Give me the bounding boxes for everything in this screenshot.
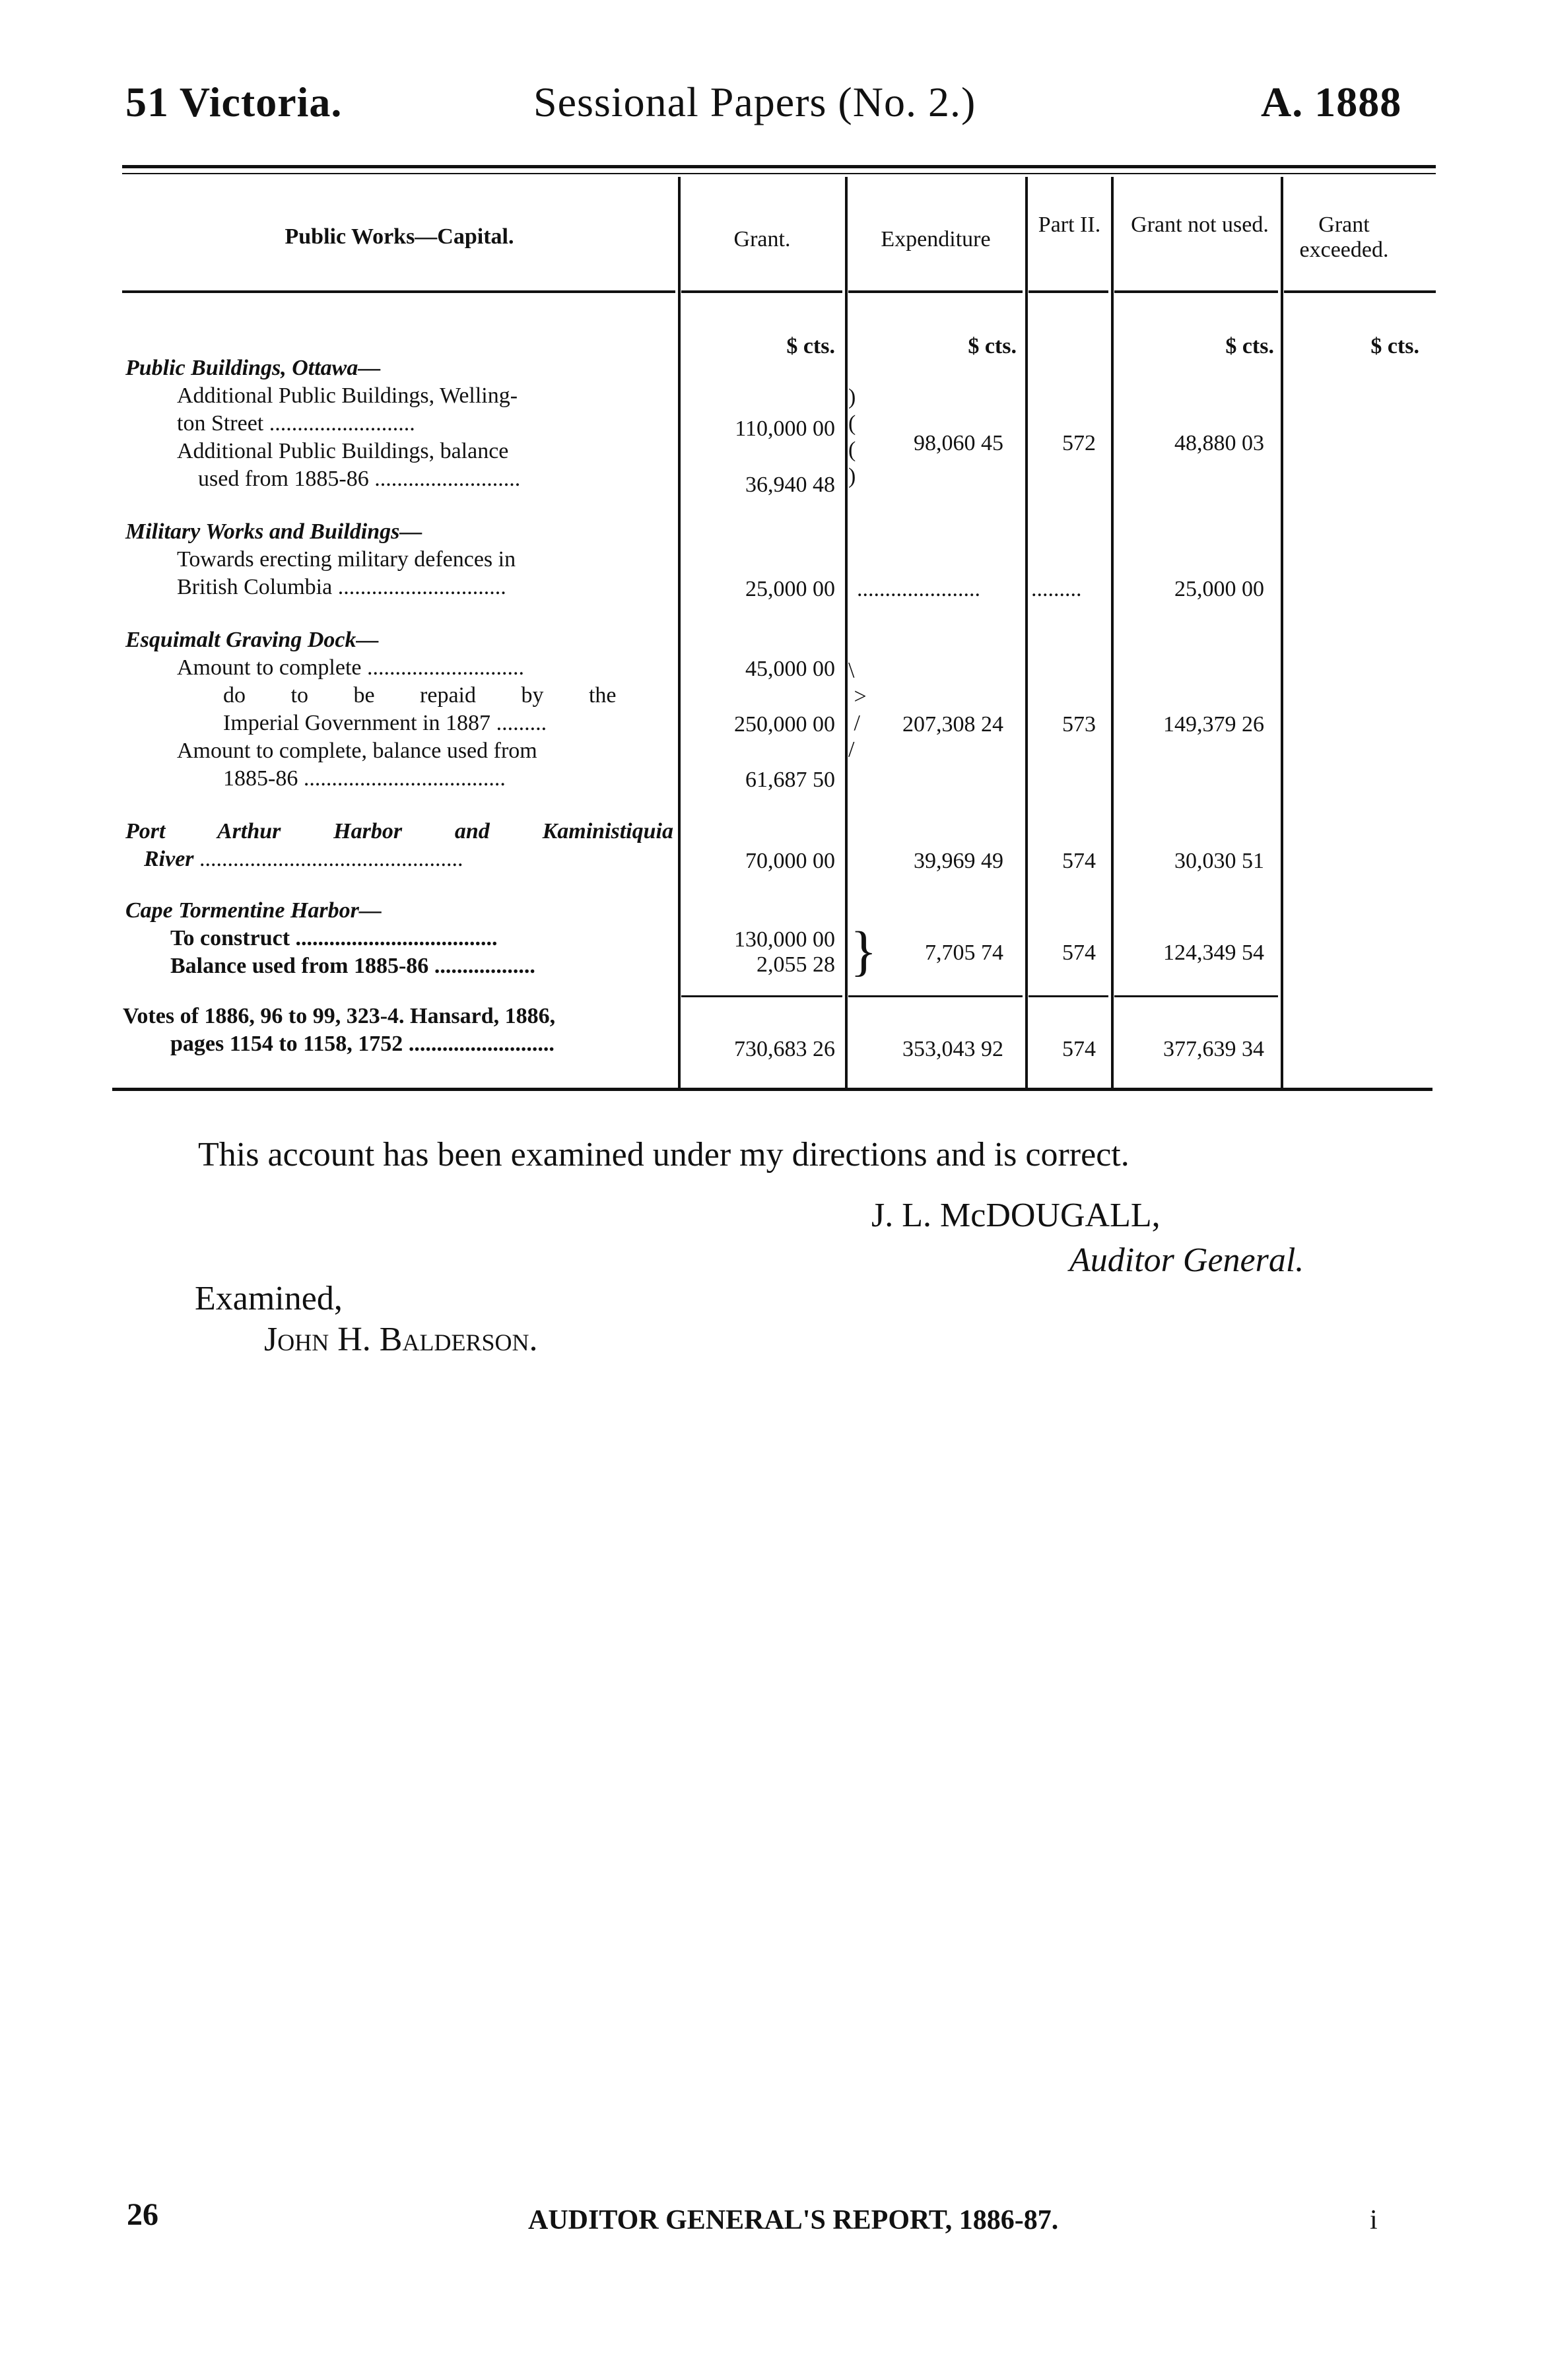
expenditure-value: 98,060 45 [914,431,1003,455]
part-value: 573 [1062,712,1096,737]
subtotal-rule [848,995,1023,997]
not-used-value: 30,030 51 [1174,849,1264,873]
header-rule [1028,290,1108,293]
line-item: ton Street .......................... [177,411,415,436]
certification-statement: This account has been examined under my directions and is correct. [198,1136,1129,1173]
auditor-name: J. L. McDOUGALL, [871,1197,1161,1234]
line-item: used from 1885-86 .......................... [198,467,521,491]
line-item: Amount to complete ............................ [177,655,525,680]
grant-value: 2,055 28 [757,952,835,977]
brace: \ > / / [848,658,867,762]
line-item: Additional Public Buildings, balance [177,439,509,463]
part-blank: ......... [1031,577,1082,601]
col-header-exceeded: Grant exceeded. [1299,213,1389,262]
not-used-value: 48,880 03 [1174,431,1264,455]
grant-value: 36,940 48 [745,473,835,497]
line-item: Balance used from 1885-86 .................. [170,954,535,978]
expenditure-value: 7,705 74 [925,941,1003,965]
col-header-expenditure: Expenditure [881,227,991,251]
brace: ) ( ( ) [848,385,856,488]
expenditure-blank: ...................... [857,577,980,601]
unit-exceeded: $ cts. [1370,334,1419,358]
total-expenditure: 353,043 92 [902,1037,1003,1061]
part-value: 574 [1062,849,1096,873]
unit-not-used: $ cts. [1225,334,1274,358]
examiner-name: John H. Balderson. [264,1321,538,1358]
col-header-not-used: Grant not used. [1131,213,1269,237]
bottom-rule [112,1088,1432,1091]
grant-value: 25,000 00 [745,577,835,601]
examined-label: Examined, [195,1280,343,1317]
report-title: AUDITOR GENERAL'S REPORT, 1886-87. [528,2205,1059,2235]
section-title-port-arthur-cont: River ............................................... [144,847,463,871]
auditor-title: Auditor General. [1069,1241,1304,1279]
line-item: 1885-86 .................................... [223,766,506,791]
unit-grant: $ cts. [786,334,835,358]
top-rule [122,165,1436,168]
part-value: 572 [1062,431,1096,455]
grant-value: 45,000 00 [745,657,835,681]
grant-value: 110,000 00 [735,416,835,441]
total-part: 574 [1062,1037,1096,1061]
grant-value: 250,000 00 [734,712,835,737]
line-item: do to be repaid by the [223,683,617,708]
col-divider-2 [845,177,848,1088]
line-item: Additional Public Buildings, Welling- [177,383,518,408]
col-header-grant: Grant. [733,227,791,251]
unit-expenditure: $ cts. [968,334,1017,358]
top-rule-thin [122,173,1436,174]
col-header-description: Public Works—Capital. [285,224,514,249]
not-used-value: 124,349 54 [1163,941,1264,965]
col-divider-3 [1025,177,1028,1088]
part-value: 574 [1062,941,1096,965]
sessional-papers-label: Sessional Papers (No. 2.) [533,79,976,125]
subtotal-rule [1028,995,1108,997]
grant-value: 70,000 00 [745,849,835,873]
header-rule [681,290,842,293]
page-number: 26 [127,2197,158,2232]
total-votes-line: Votes of 1886, 96 to 99, 323-4. Hansard, 1886, [123,1004,556,1028]
line-item: To construct .................................... [170,926,498,950]
grant-value: 130,000 00 [734,927,835,952]
col-divider-1 [678,177,681,1088]
col-divider-5 [1281,177,1283,1088]
col-divider-4 [1111,177,1114,1088]
subtotal-rule [681,995,842,997]
not-used-value: 149,379 26 [1163,712,1264,737]
expenditure-value: 207,308 24 [902,712,1003,737]
grant-value: 61,687 50 [745,768,835,792]
expenditure-value: 39,969 49 [914,849,1003,873]
total-pages-line: pages 1154 to 1158, 1752 .......................... [170,1032,555,1056]
section-title-cape-tormentine: Cape Tormentine Harbor— [125,898,382,923]
header-rule [1284,290,1436,293]
col-header-part: Part II. [1038,213,1101,237]
line-item: Towards erecting military defences in [177,547,516,572]
header-rule [122,290,675,293]
line-item: Imperial Government in 1887 ......... [223,711,547,735]
brace: } [850,921,877,982]
section-title-military-works: Military Works and Buildings— [125,519,422,544]
header-rule [848,290,1023,293]
total-grant: 730,683 26 [734,1037,835,1061]
total-not-used: 377,639 34 [1163,1037,1264,1061]
year-label: A. 1888 [1261,79,1402,125]
section-title-port-arthur: Port Arthur Harbor and Kaministiquia [125,819,673,843]
line-item: Amount to complete, balance used from [177,739,537,763]
line-item: British Columbia .............................. [177,575,506,599]
subtotal-rule [1114,995,1278,997]
header-rule [1114,290,1278,293]
section-title-esquimalt: Esquimalt Graving Dock— [125,628,379,652]
section-title-public-buildings: Public Buildings, Ottawa— [125,356,381,380]
session-label: 51 Victoria. [125,79,343,125]
not-used-value: 25,000 00 [1174,577,1264,601]
footer-mark: i [1370,2205,1378,2235]
